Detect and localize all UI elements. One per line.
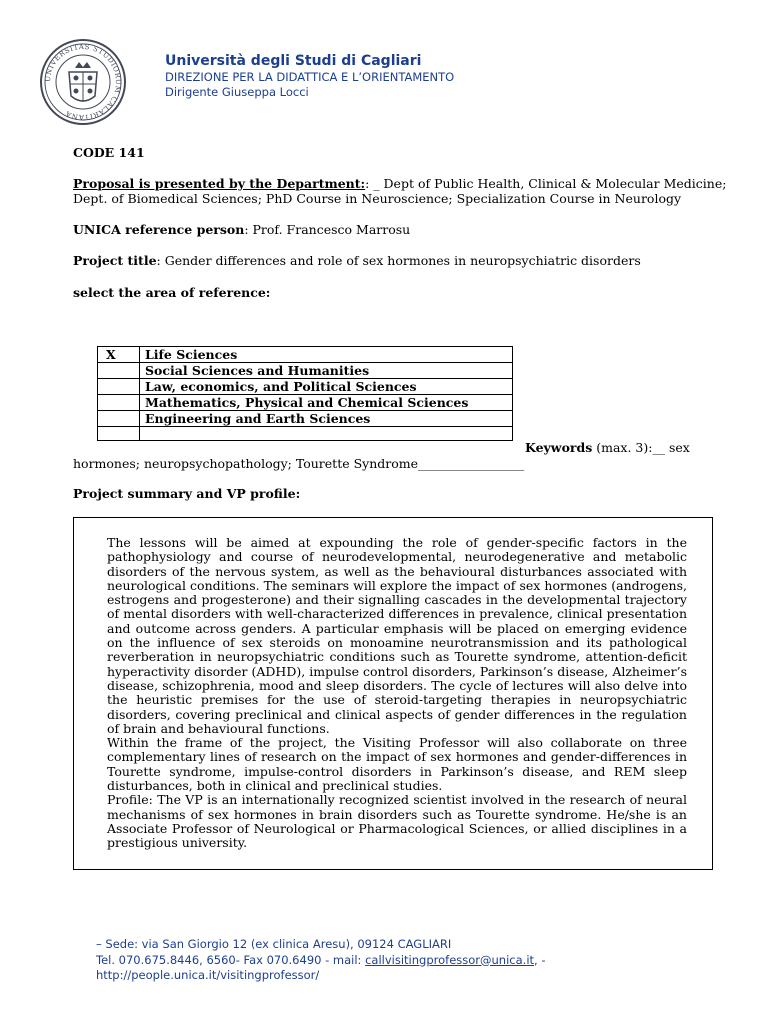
keywords-hint: (max. 3):__ sex (592, 440, 690, 455)
footer-contacts (96, 953, 546, 969)
project-title-label: Project title (73, 253, 157, 268)
keywords-label: Keywords (525, 440, 593, 455)
project-title-value: : Gender differences and role of sex hormones in neuropsychiatric disorders (156, 253, 641, 268)
area-prompt: select the area of reference: (73, 285, 271, 300)
university-seal-icon (39, 38, 127, 126)
area-row[interactable] (98, 347, 513, 363)
summary-paragraph: Profile: The VP is an internationally recognized scientist involved in the research of neural mechanisms of sex hormones in brain disorders such as Tourette syndrome. He/she is an Associate Professor of Neurological or Pharmacological Sciences, or allied disciplines in a prestigious university. (107, 792, 687, 851)
proposal-departments: Dept of Public Health, Clinical & Molecular Medicine; (379, 176, 727, 191)
code-label: CODE 141 (73, 145, 145, 160)
area-checkbox[interactable] (98, 379, 140, 395)
university-header (165, 52, 454, 100)
direction-name: DIREZIONE PER LA DIDATTICA E L’ORIENTAMENTO (165, 70, 455, 84)
area-label: Mathematics, Physical and Chemical Sciences (140, 395, 513, 411)
area-row[interactable] (98, 411, 513, 427)
area-checkbox-empty (98, 427, 140, 441)
project-title (73, 253, 641, 268)
director-name: Dirigente Giuseppa Locci (165, 85, 309, 99)
footer-suffix: , - (534, 952, 546, 967)
proposal-separator: : _ (365, 176, 380, 191)
footer (96, 937, 546, 984)
area-row[interactable] (98, 363, 513, 379)
area-checkbox[interactable] (98, 411, 140, 427)
summary-heading: Project summary and VP profile: (73, 486, 301, 501)
area-checkbox[interactable] (98, 363, 140, 379)
summary-paragraph: Within the frame of the project, the Visiting Professor will also collaborate on three complementary lines of research on the impact of sex hormones and gender-differences in Tourette syndrome, impulse-control disorders in Parkinson’s disease, and REM sleep disturbances, both in clinical and preclinical studies. (107, 735, 687, 794)
reference-person (73, 222, 410, 237)
area-table (97, 346, 513, 441)
footer-email-link[interactable]: callvisitingprofessor@unica.it (365, 952, 535, 967)
proposal-line-1 (73, 176, 726, 191)
area-row-empty (98, 427, 513, 441)
university-name: Università degli Studi di Cagliari (165, 53, 422, 69)
area-row[interactable] (98, 395, 513, 411)
summary-text (107, 536, 687, 851)
area-label-empty (140, 427, 513, 441)
footer-url-link[interactable]: http://people.unica.it/visitingprofessor/ (96, 968, 320, 982)
reference-value: : Prof. Francesco Marrosu (244, 222, 411, 237)
footer-address: – Sede: via San Giorgio 12 (ex clinica Aresu), 09124 CAGLIARI (96, 937, 452, 951)
keywords-line-2: hormones; neuropsychopathology; Tourette Syndrome_________________ (73, 456, 525, 471)
summary-paragraph: The lessons will be aimed at expounding the role of gender-specific factors in the pathophysiology and course of neurodevelopmental, neurodegenerative and metabolic disorders of the nervous system, as well as the behavioural disturbances associated with neurological conditions. The seminars will explore the impact of sex hormones (androgens, estrogens and progesterone) and their signalling cascades in the developmental trajectory of mental disorders with well-characterized differences in prevalence, clinical presentation and outcome across genders. A particular emphasis will be placed on emerging evidence on the influence of sex steroids on monoamine neurotransmission and its pathological reverberation in neuropsychiatric conditions such as Tourette syndrome, attention-deficit hyperactivity disorder (ADHD), impulse control disorders, Parkinson’s disease, Alzheimer’s disease, schizophrenia, mood and sleep disorders. The cycle of lectures will also delve into the heuristic premises for the use of steroid-targeting therapies in neuropsychiatric disorders, covering preclinical and clinical aspects of gender differences in the regulation of brain and behavioural functions. (107, 535, 687, 736)
reference-label: UNICA reference person (73, 222, 245, 237)
area-checkbox[interactable] (98, 395, 140, 411)
proposal-line-2: Dept. of Biomedical Sciences; PhD Course in Neuroscience; Specialization Course in Neurology (73, 191, 682, 206)
area-label: Life Sciences (140, 347, 513, 363)
area-label: Social Sciences and Humanities (140, 363, 513, 379)
area-checkbox[interactable]: X (98, 347, 140, 363)
footer-phone: Tel. 070.675.8446, 6560- Fax 070.6490 - mail: (96, 952, 366, 967)
keywords-line-1 (525, 440, 690, 455)
proposal-label: Proposal is presented by the Department: (73, 176, 366, 191)
area-row[interactable] (98, 379, 513, 395)
area-label: Engineering and Earth Sciences (140, 411, 513, 427)
area-label: Law, economics, and Political Sciences (140, 379, 513, 395)
seal-text: UNIVERSITAS STUDIORUM CALARITANA (43, 42, 123, 122)
